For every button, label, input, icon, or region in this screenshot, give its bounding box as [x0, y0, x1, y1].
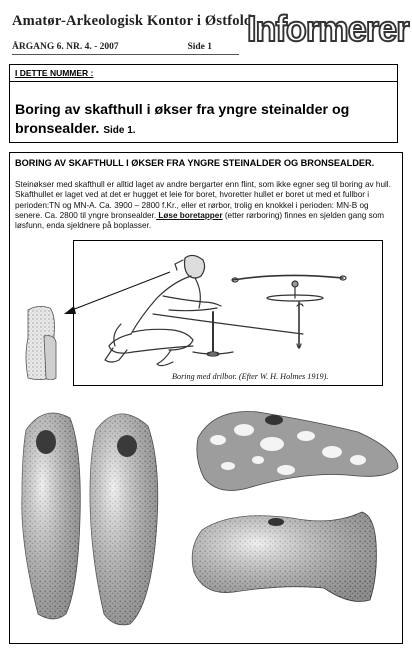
- page-number: Side 1: [187, 42, 212, 52]
- article-body-underlined: Løse boretapper: [156, 210, 223, 220]
- contents-box: [9, 64, 398, 143]
- contents-headline-page: Side 1.: [103, 125, 136, 136]
- contents-divider: [10, 81, 397, 82]
- figure-caption: Boring med drilbor. (Efter W. H. Holmes 1919).: [172, 372, 329, 381]
- contents-label: I DETTE NUMMER :: [15, 68, 94, 78]
- issue-rule: [12, 54, 239, 55]
- article-body-text: Steinøkser med skafthull er alltid laget av andre bergarter enn flint, som ikke egner seg til boring av hull. Skafthullet er laget ved at det er hugget et leie for boret, hvoretter hullet er boret ut med et fullbor i perioden:TN og MN-A. Ca. 3900 – 2800 f.Kr., eller et rørbor, trolig en knokkel i perioden: MN-B og senere. Ca. 2800 til yngre bronsealder.: [15, 180, 391, 220]
- stone-axe-illustration: [14, 400, 400, 640]
- org-name: Amatør-Arkeologisk Kontor i Østfold: [12, 13, 253, 29]
- issue-number: ÅRGANG 6. NR. 4. - 2007: [12, 42, 119, 52]
- contents-headline-text: Boring av skafthull i økser fra yngre steinalder og bronsealder.: [15, 102, 350, 137]
- article-title: BORING AV SKAFTHULL I ØKSER FRA YNGRE STEINALDER OG BRONSEALDER.: [15, 158, 375, 168]
- article-body: [15, 180, 397, 231]
- contents-headline: [15, 101, 395, 140]
- newsletter-logo: Informerer: [247, 8, 409, 49]
- issue-line: [12, 42, 212, 52]
- bore-core-illustration: [20, 270, 180, 380]
- article-body-rest: (etter rørboring) finnes en sjelden gang som løsfunn, enda sjeldnere på boplasser.: [15, 210, 385, 231]
